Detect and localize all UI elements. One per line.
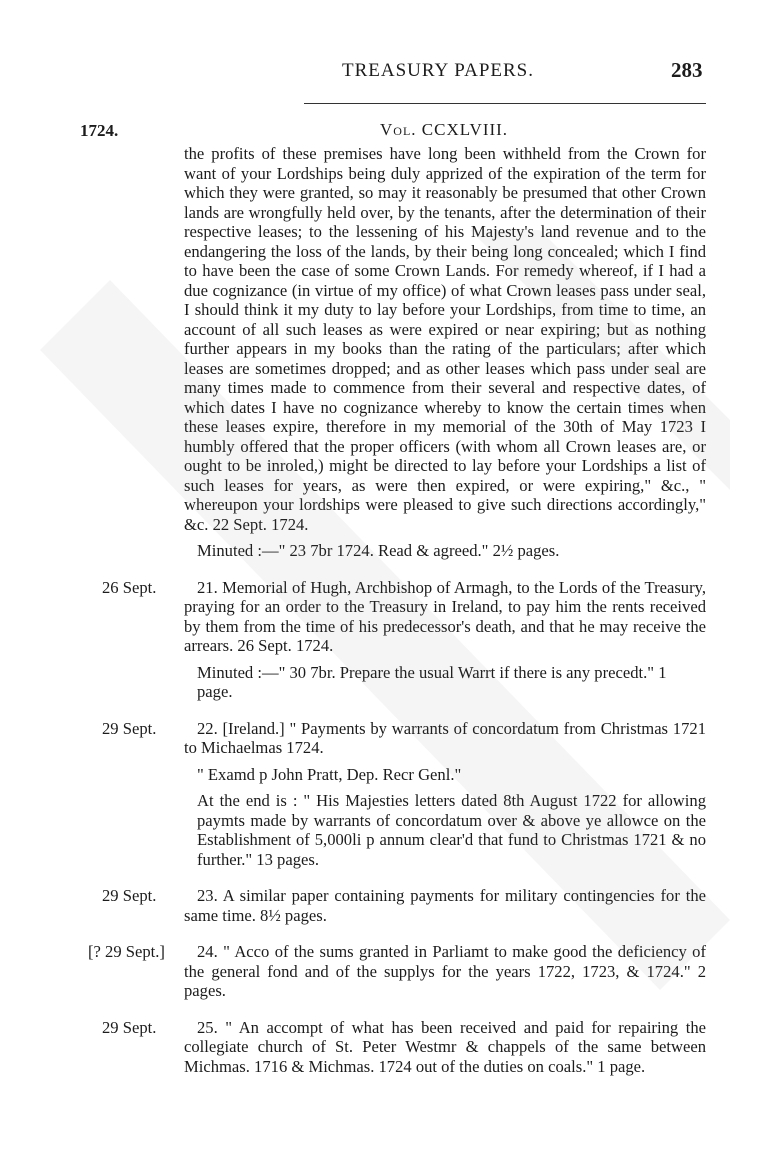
entry-date: 26 Sept. <box>102 577 157 597</box>
header-rule <box>304 103 706 104</box>
entry-date: 29 Sept. <box>102 718 157 738</box>
continuation-paragraph: the profits of these premises have long been withheld from the Crown for want of your Lordships being duly apprized of the expiration of the term for which they were granted, so may it reasonably be presumed that other Crown lands are wrongfully held over, by the tenants, after the determination of their respective leases; to the lessening of his Majesty's land revenue and to the endangering the loss of the lands, by their being long concealed; which I find to have been the case of some Crown Lands. For remedy whereof, if I had a due cognizance (in virtue of my office) of what Crown leases pass under seal, I should think it my duty to lay before your Lordships, from time to time, an account of all such leases as were expired or near expiring; but as nothing further appears in my books than the rating of the particulars; after which leases are sometimes dropped; and as other leases which pass under seal are many times made to commence from their several and respective dates, of which dates I have no cognizance whereby to know the certain times when these leases expire, therefore in my memorial of the 30th of May 1723 I humbly offered that the proper officers (with whom all Crown leases are, or ought to be inroled,) might be directed to lay before your Lordships a list of such leases for years, as were then expired, or were expiring," &c., " whereupon your lordships were pleased to give such directions accordingly," &c. 22 Sept. 1724. <box>184 144 706 534</box>
entry-date: 29 Sept. <box>102 886 157 905</box>
entry-examined-note: " Examd p John Pratt, Dep. Recr Genl." <box>197 764 462 784</box>
running-title: TREASURY PAPERS. <box>342 60 534 81</box>
document-body <box>88 144 706 1076</box>
entry-date: [? 29 Sept.] <box>88 942 165 961</box>
entry-21 <box>102 577 706 702</box>
volume-heading: Vol. CCXLVIII. <box>380 120 509 139</box>
entry-22 <box>102 718 706 870</box>
entry-minute: Minuted :—" 30 7br. Prepare the usual Warrt if there is any precedt." 1 page. <box>197 662 667 701</box>
entry-24 <box>88 942 706 1001</box>
entry-text: 22. [Ireland.] " Payments by warrants of concordatum from Christmas 1721 to Michaelmas 1724. <box>184 718 706 757</box>
entry-text: 25. " An accompt of what has been received and paid for repairing the collegiate church of St. Peter Westmr & chappels of the same between Michmas. 1716 & Michmas. 1724 out of the duties on coals." 1 page. <box>184 1017 706 1076</box>
page-number: 283 <box>671 58 703 82</box>
continuation-minute: Minuted :—" 23 7br 1724. Read & agreed." 2½ pages. <box>197 541 560 560</box>
entry-end-note: At the end is : " His Majesties letters dated 8th August 1722 for allowing paymts made by warrants of concordatum over & above ye allowce on the Establishment of 5,000li p annum clear'd that fund to Christmas 1721 & no further." 13 pages. <box>197 791 706 869</box>
entry-text: 24. " Acco of the sums granted in Parliamt to make good the deficiency of the general fond and of the supplys for the years 1722, 1723, & 1724." 2 pages. <box>184 942 706 1000</box>
margin-year: 1724. <box>80 121 119 140</box>
entry-text: 23. A similar paper containing payments for military contingencies for the same time. 8½ pages. <box>184 886 706 925</box>
entry-date: 29 Sept. <box>102 1017 157 1037</box>
entry-23 <box>102 886 706 925</box>
entry-25 <box>102 1017 706 1077</box>
entry-text: 21. Memorial of Hugh, Archbishop of Armagh, to the Lords of the Treasury, praying for an order to the Treasury in Ireland, to pay him the rents received by them from the time of his predecessor's death, and that he may receive the arrears. 26 Sept. 1724. <box>184 577 706 655</box>
